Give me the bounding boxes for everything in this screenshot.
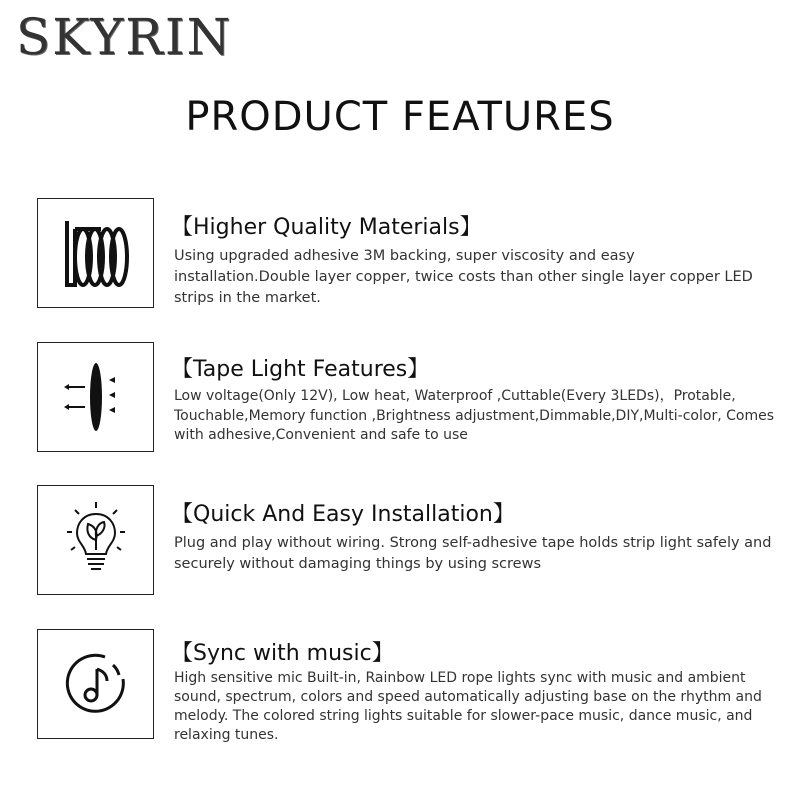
feature-title: 【Sync with music】 xyxy=(171,641,394,666)
music-note-disc-icon xyxy=(37,629,154,739)
feature-description: Using upgraded adhesive 3M backing, super viscosity and easy installation.Double layer copper, twice costs than other single layer copper LED strips in the market. xyxy=(174,248,753,306)
feature-description: High sensitive mic Built-in, Rainbow LED rope lights sync with music and ambient sound, spectrum, colors and speed automatically adjusting base on the rhythm and melody. The colored string lights suitable for slower-pace music, dance music, and relaxing tunes. xyxy=(174,670,762,743)
eco-light-bulb-icon xyxy=(37,485,154,595)
led-chip-heat-icon xyxy=(37,342,154,452)
feature-title: 【Tape Light Features】 xyxy=(171,357,430,382)
feature-description: Low voltage(Only 12V), Low heat, Waterproof ,Cuttable(Every 3LEDs)，Protable, Touchable,Memory function ,Brightness adjustment,Dimmable,DIY,Multi-color, Comes with adhesive,Convenient and safe to use xyxy=(174,388,774,443)
copper-coil-icon xyxy=(37,198,154,308)
feature-title: 【Higher Quality Materials】 xyxy=(171,215,482,240)
feature-description: Plug and play without wiring. Strong self-adhesive tape holds strip light safely and securely without damaging things by using screws xyxy=(174,535,772,572)
page-title: PRODUCT FEATURES xyxy=(185,94,615,140)
brand-logo: SKYRIN xyxy=(16,8,233,66)
feature-title: 【Quick And Easy Installation】 xyxy=(171,502,515,527)
